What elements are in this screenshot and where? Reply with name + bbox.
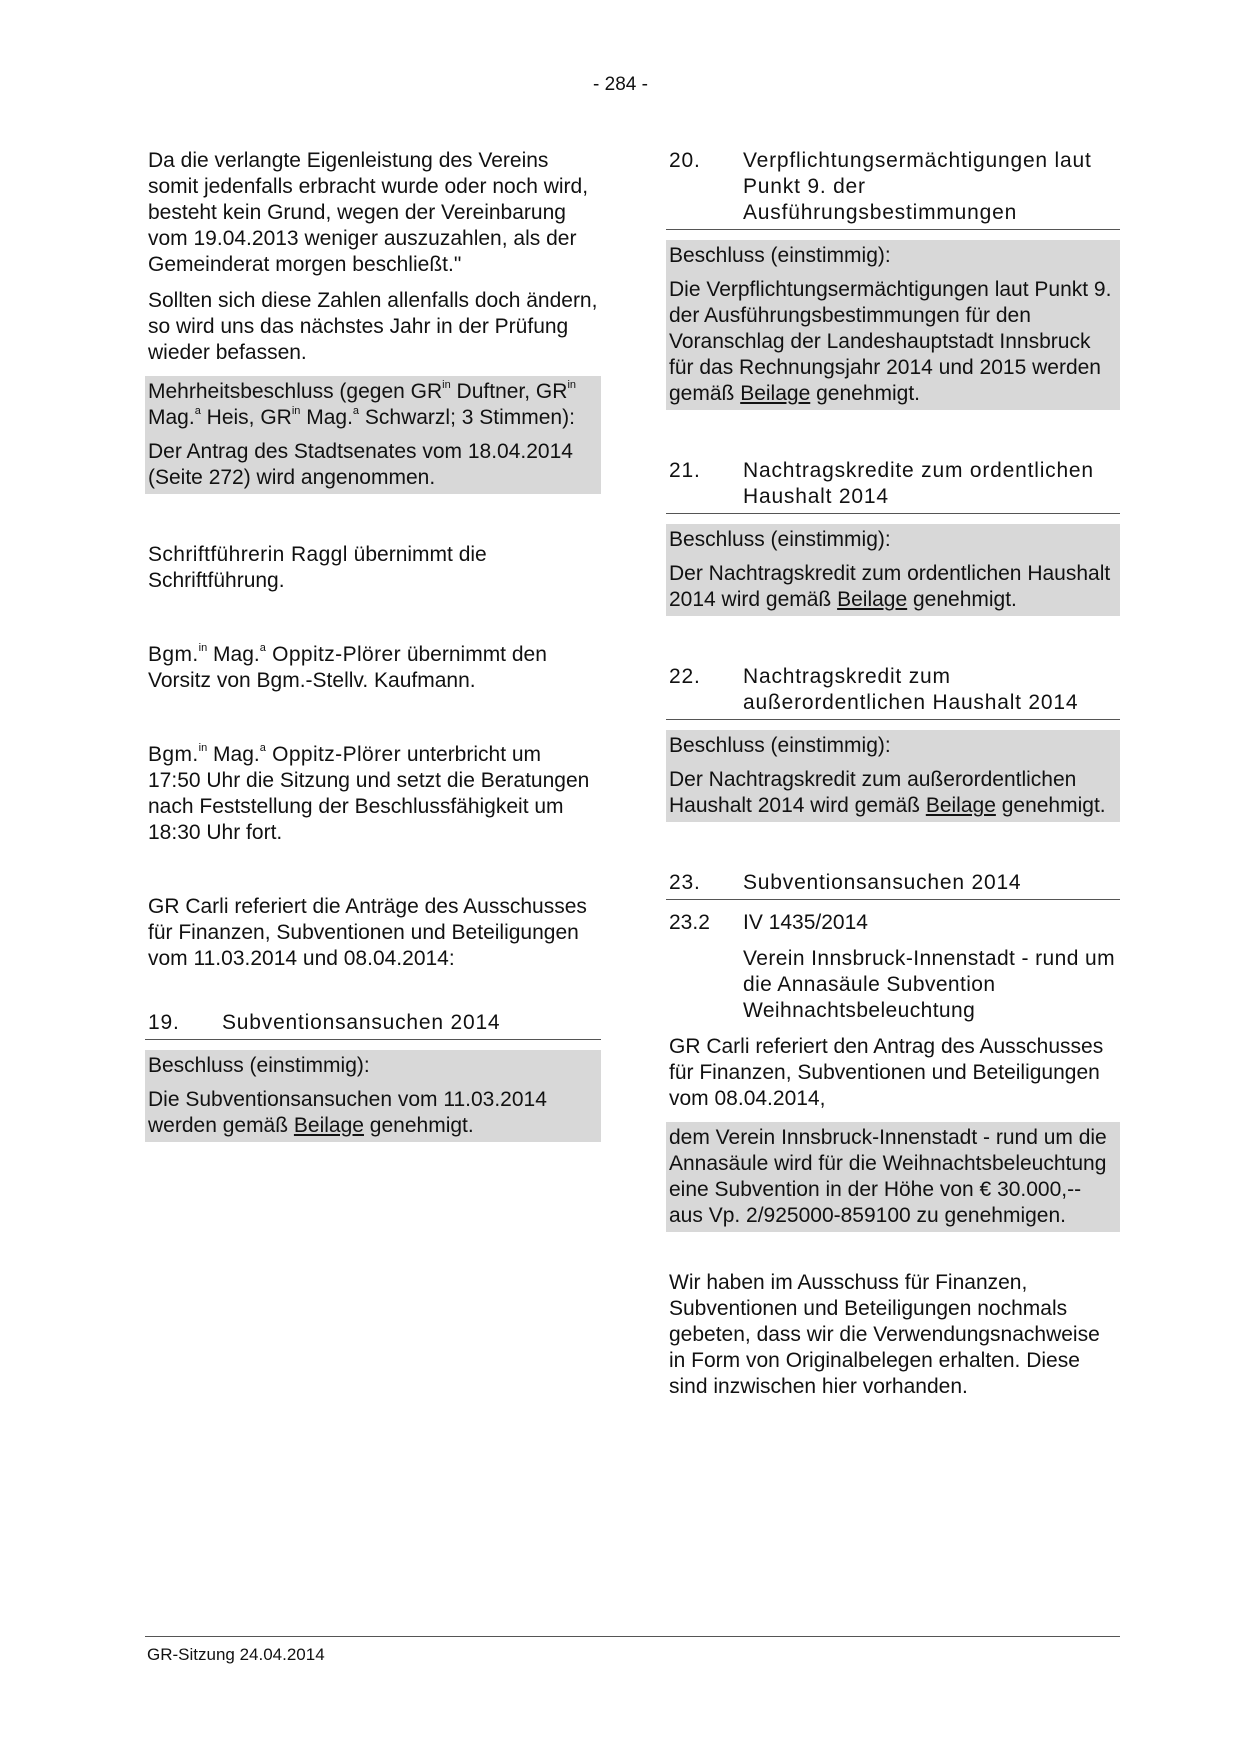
paragraph: Schriftführerin Raggl übernimmt die Schriftführung. xyxy=(148,543,487,592)
item-21-text: Der Nachtragskredit zum ordentlichen Haushalt 2014 wird gemäß Beilage genehmigt. xyxy=(666,553,1120,616)
decision-text: Der Antrag des Stadtsenates vom 18.04.2014 (Seite 272) wird angenommen. xyxy=(145,431,601,494)
paragraph: Sollten sich diese Zahlen allenfalls doch ändern, so wird uns das nächstes Jahr in der Prüfung wieder befassen. xyxy=(148,289,598,364)
item-20-heading: 20. Verpflichtungsermächtigungen laut Punkt 9. der Ausführungsbestimmungen xyxy=(666,148,1120,230)
footer-divider xyxy=(145,1636,1120,1637)
item-19-decision: Beschluss (einstimmig): xyxy=(145,1050,601,1079)
beilage-link[interactable]: Beilage xyxy=(837,588,908,611)
footer: GR-Sitzung 24.04.2014 xyxy=(147,1645,325,1664)
paragraph: Bgm.$^{in}$ Mag.$^a$ Oppitz-Plörer unterbricht um 17:50 Uhr die Sitzung und setzt die Beratungen nach Feststellung der Beschlussfähigkeit um 18:30 Uhr fort. xyxy=(148,742,590,844)
left-column xyxy=(145,148,601,1152)
item-23-heading: 23. Subventionsansuchen 2014 xyxy=(666,870,1120,900)
paragraph: Bgm.$^{in}$ Mag.$^a$ Oppitz-Plörer übernimmt den Vorsitz von Bgm.-Stellv. Kaufmann. xyxy=(148,642,547,692)
beilage-link[interactable]: Beilage xyxy=(740,382,811,405)
beilage-link[interactable]: Beilage xyxy=(925,794,996,817)
beilage-link[interactable]: Beilage xyxy=(293,1114,364,1137)
item-23-2-title: Verein Innsbruck-Innenstadt - rund um die Annasäule Subvention Weihnachtsbeleuchtung xyxy=(743,947,1115,1022)
page-number: - 284 - xyxy=(593,74,648,95)
paragraph: GR Carli referiert die Anträge des Ausschusses für Finanzen, Subventionen und Beteiligungen vom 11.03.2014 und 08.04.2014: xyxy=(148,895,587,970)
item-22-decision: Beschluss (einstimmig): xyxy=(666,730,1120,759)
item-21-decision: Beschluss (einstimmig): xyxy=(666,524,1120,553)
right-column xyxy=(666,148,1120,1410)
item-22-heading: 22. Nachtragskredit zum außerordentlichen Haushalt 2014 xyxy=(666,664,1120,720)
item-19-heading: 19. Subventionsansuchen 2014 xyxy=(145,1010,601,1040)
paragraph: Da die verlangte Eigenleistung des Vereins somit jedenfalls erbracht wurde oder noch wird, besteht kein Grund, wegen der Vereinbarung vom 19.04.2013 weniger auszuzahlen, als der Gemeinderat morgen beschließt." xyxy=(148,149,589,276)
item-20-text: Die Verpflichtungsermächtigungen laut Punkt 9. der Ausführungsbestimmungen für den Voranschlag der Landeshauptstadt Innsbruck für das Rechnungsjahr 2014 und 2015 werden gemäß Beilage genehmigt. xyxy=(666,269,1120,410)
item-20-decision: Beschluss (einstimmig): xyxy=(666,240,1120,269)
item-22-text: Der Nachtragskredit zum außerordentlichen Haushalt 2014 wird gemäß Beilage genehmigt. xyxy=(666,759,1120,822)
item-23-2-decision-text: dem Verein Innsbruck-Innenstadt - rund um die Annasäule wird für die Weihnachtsbeleuchtung eine Subvention in der Höhe von € 30.000,-- aus Vp. 2/925000-859100 zu genehmigen. xyxy=(666,1122,1120,1232)
decision-heading: Mehrheitsbeschluss (gegen $GR^{in}$ Duftner, $GR^{in}$ Mag.$^a$ Heis, $GR^{in}$ Mag.$^a$ Schwarzl; 3 Stimmen): xyxy=(145,376,601,431)
item-23-2-ref: 23.2 IV 1435/2014 xyxy=(669,911,868,934)
paragraph: GR Carli referiert den Antrag des Ausschusses für Finanzen, Subventionen und Beteiligungen vom 08.04.2014, xyxy=(669,1035,1104,1110)
item-19-text: Die Subventionsansuchen vom 11.03.2014 werden gemäß Beilage genehmigt. xyxy=(145,1079,601,1142)
paragraph: Wir haben im Ausschuss für Finanzen, Subventionen und Beteiligungen nochmals gebeten, dass wir die Verwendungsnachweise in Form von Originalbelegen erhalten. Diese sind inzwischen hier vorhanden. xyxy=(669,1271,1100,1398)
item-21-heading: 21. Nachtragskredite zum ordentlichen Haushalt 2014 xyxy=(666,458,1120,514)
